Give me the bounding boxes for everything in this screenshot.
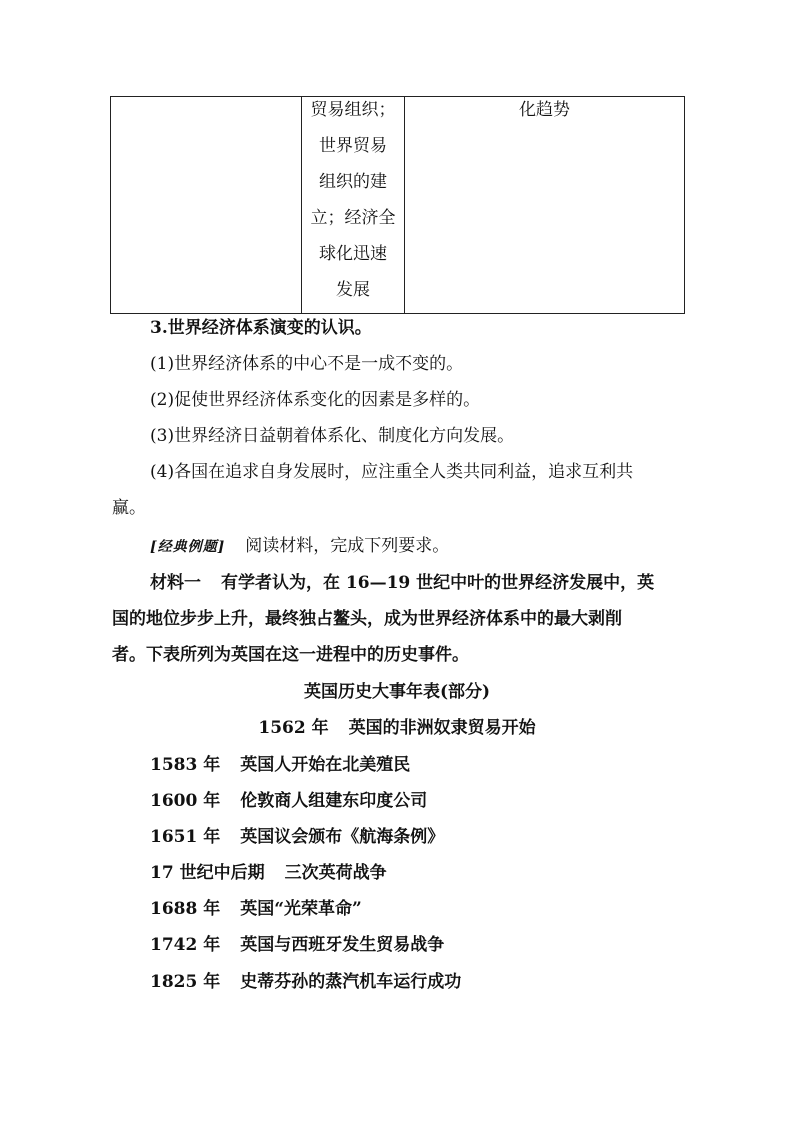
timeline-event: 英国人开始在北美殖民 <box>240 755 411 775</box>
timeline-year: 1688 年 <box>150 899 221 919</box>
timeline-first-row <box>0 716 794 740</box>
timeline-year: 1651 年 <box>150 827 221 847</box>
continuation-table <box>110 96 685 314</box>
table-cell-line: 发展 <box>336 280 370 300</box>
material-line-2: 国的地位步步上升，最终独占鳌头，成为世界经济体系中的最大剥削 <box>112 609 622 629</box>
point-4: (4)各国在追求自身发展时，应注重全人类共同利益，追求互利共 <box>150 462 634 482</box>
example-line <box>150 534 794 559</box>
timeline-event: 英国议会颁布《航海条例》 <box>240 827 445 847</box>
timeline-row <box>150 789 794 813</box>
timeline-year: 1742 年 <box>150 935 221 955</box>
point-3: (3)世界经济日益朝着体系化、制度化方向发展。 <box>150 426 515 446</box>
timeline-year: 1600 年 <box>150 791 221 811</box>
table-cell-line: 球化迅速 <box>319 244 387 264</box>
timeline-title: 英国历史大事年表(部分) <box>303 682 491 702</box>
table-cell-line: 世界贸易 <box>319 136 387 156</box>
timeline-event: 三次英荷战争 <box>284 863 387 883</box>
material-line-3: 者。下表所列为英国在这一进程中的历史事件。 <box>112 645 469 665</box>
point-2: (2)促使世界经济体系变化的因素是多样的。 <box>150 390 481 410</box>
timeline-event: 英国“光荣革命” <box>240 899 362 919</box>
timeline-event: 英国的非洲奴隶贸易开始 <box>348 718 536 738</box>
timeline-event: 英国与西班牙发生贸易战争 <box>240 935 445 955</box>
timeline-row <box>150 825 794 849</box>
timeline-row <box>150 861 794 885</box>
example-tag: [经典例题] <box>150 539 226 555</box>
timeline-year: 1583 年 <box>150 755 221 775</box>
section-heading: 3.世界经济体系演变的认识。 <box>150 318 372 338</box>
point-4-continuation: 赢。 <box>112 498 146 518</box>
timeline-row <box>150 970 794 994</box>
timeline-year: 1562 年 <box>258 718 329 738</box>
material-label: 材料一 <box>150 573 201 593</box>
timeline-event: 史蒂芬孙的蒸汽机车运行成功 <box>240 972 462 992</box>
point-1: (1)世界经济体系的中心不是一成不变的。 <box>150 354 464 374</box>
table-cell-line: 立；经济全 <box>310 208 396 228</box>
table-cell-trend <box>405 97 685 314</box>
table-cell-events <box>302 97 405 314</box>
timeline-event: 伦敦商人组建东印度公司 <box>240 791 428 811</box>
table-cell-line: 组织的建 <box>319 172 387 192</box>
table-cell-text: 化趋势 <box>519 100 570 120</box>
table-cell-line: 贸易组织； <box>310 100 396 120</box>
material-line-1 <box>150 571 794 595</box>
timeline-row <box>150 933 794 957</box>
timeline-row <box>150 897 794 921</box>
material-text: 有学者认为，在 16—19 世纪中叶的世界经济发展中，英 <box>221 573 655 593</box>
table-cell-empty <box>111 97 302 314</box>
timeline-row <box>150 753 794 777</box>
timeline-year: 1825 年 <box>150 972 221 992</box>
timeline-year: 17 世纪中后期 <box>150 863 265 883</box>
example-instruction: 阅读材料，完成下列要求。 <box>245 536 450 556</box>
